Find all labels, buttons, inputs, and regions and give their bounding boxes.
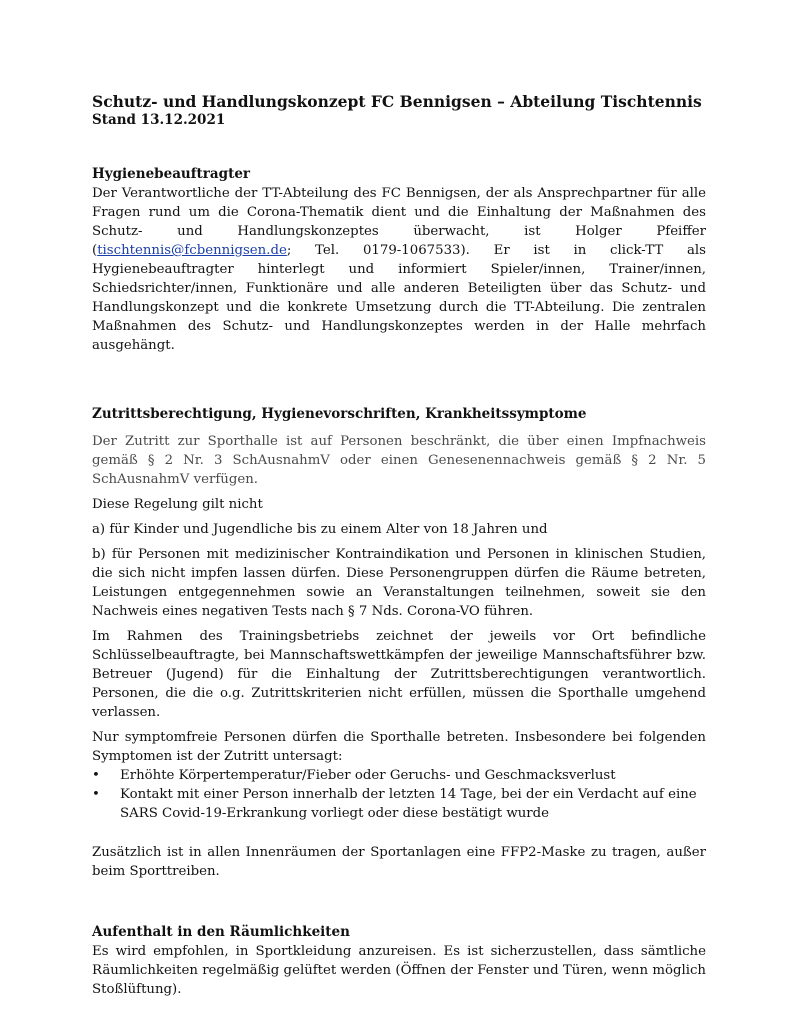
stay-paragraph-1: Es wird empfohlen, in Sportkleidung anzureisen. Es ist sicherzustellen, dass sämtliche Räumlichkeiten regelmäßig gelüftet werden (Öffnen der Fenster und Türen, wenn möglich Stoßlüftung). <box>92 944 706 997</box>
document-title: Schutz- und Handlungskonzept FC Bennigsen – Abteilung Tischtennis <box>92 92 702 111</box>
bullet-icon: • <box>92 787 100 802</box>
section-stay <box>92 923 706 999</box>
symptom-list <box>92 766 706 823</box>
document-date: Stand 13.12.2021 <box>92 112 226 128</box>
access-paragraph-2: Diese Regelung gilt nicht <box>92 497 263 512</box>
section-access <box>92 405 706 881</box>
section-hygiene <box>92 165 706 355</box>
hygiene-paragraph <box>92 184 706 355</box>
access-paragraph-7: Zusätzlich ist in allen Innenräumen der Sportanlagen eine FFP2-Maske zu tragen, außer beim Sporttreiben. <box>92 845 706 879</box>
access-paragraph-6: Nur symptomfreie Personen dürfen die Sporthalle betreten. Insbesondere bei folgenden Symptomen ist der Zutritt untersagt: <box>92 730 706 764</box>
document-page <box>92 92 706 999</box>
access-paragraph-4: b) für Personen mit medizinischer Kontraindikation und Personen in klinischen Studien, die sich nicht impfen lassen dürfen. Diese Personengruppen dürfen die Räume betreten, Leistungen entgegennehmen sowie an Veranstaltungen teilnehmen, soweit sie den Nachweis eines negativen Tests nach § 7 Nds. Corona-VO führen. <box>92 547 706 619</box>
hygiene-text-after: ; Tel. 0179-1067533). Er ist in click-TT als Hygienebeauftragter hinterlegt und informiert Spieler/innen, Trainer/innen, Schiedsrichter/innen, Funktionäre und alle anderen Beteiligten über das Schutz- und Handlungskonzept und die konkrete Umsetzung durch die TT-Abteilung. Die zentralen Maßnahmen des Schutz- und Handlungskonzeptes werden in der Halle mehrfach ausgehängt. <box>92 243 706 353</box>
list-item <box>92 766 706 785</box>
section-heading-hygiene: Hygienebeauftragter <box>92 166 251 182</box>
bullet-icon: • <box>92 768 100 783</box>
access-paragraph-5: Im Rahmen des Trainingsbetriebs zeichnet der jeweils vor Ort befindliche Schlüsselbeauftragte, bei Mannschaftswettkämpfen der jeweilige Mannschaftsführer bzw. Betreuer (Jugend) für die Einhaltung der Zutrittsberechtigungen verantwortlich. Personen, die die o.g. Zutrittskriterien nicht erfüllen, müssen die Sporthalle umgehend verlassen. <box>92 629 706 720</box>
section-spacer <box>92 383 706 405</box>
list-item-text: Kontakt mit einer Person innerhalb der letzten 14 Tage, bei der ein Verdacht auf eine SARS Covid-19-Erkrankung vorliegt oder diese bestätigt wurde <box>120 787 697 821</box>
access-paragraph-3: a) für Kinder und Jugendliche bis zu einem Alter von 18 Jahren und <box>92 522 548 537</box>
list-item-text: Erhöhte Körpertemperatur/Fieber oder Geruchs- und Geschmacksverlust <box>120 768 616 783</box>
section-heading-stay: Aufenthalt in den Räumlichkeiten <box>92 924 350 940</box>
section-heading-access: Zutrittsberechtigung, Hygienevorschriften, Krankheitssymptome <box>92 406 587 422</box>
hygiene-text-before: Der Verantwortliche der TT-Abteilung des FC Bennigsen, der als Ansprechpartner für alle Fragen rund um die Corona-Thematik dient und die Einhaltung der Maßnahmen des Schutz- und Handlungskonzeptes überwacht, ist Holger Pfeiffer ( <box>92 186 706 258</box>
list-item <box>92 785 706 823</box>
email-link[interactable]: tischtennis@fcbennigsen.de <box>97 243 287 258</box>
section-spacer <box>92 901 706 923</box>
access-paragraph-1: Der Zutritt zur Sporthalle ist auf Personen beschränkt, die über einen Impfnachweis gemäß § 2 Nr. 3 SchAusnahmV oder einen Genesenennachweis gemäß § 2 Nr. 5 SchAusnahmV verfügen. <box>92 434 706 487</box>
